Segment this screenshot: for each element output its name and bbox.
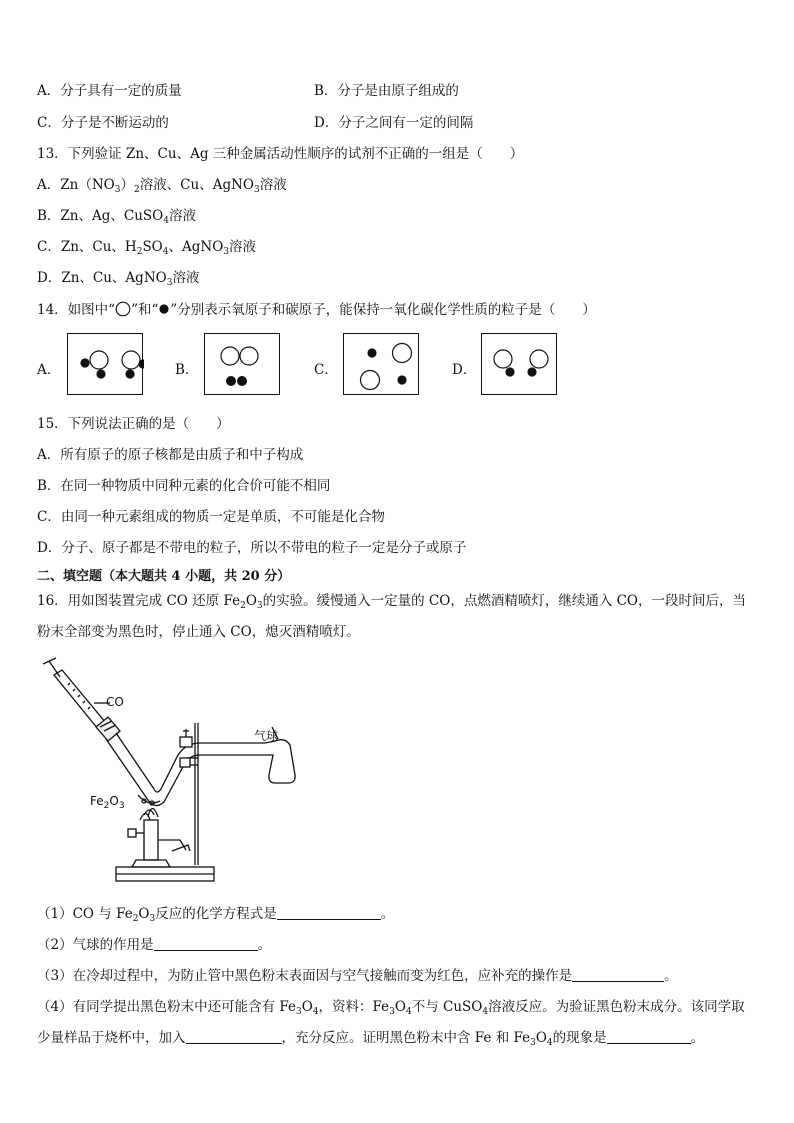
q15-option-a: A．所有原子的原子核都是由质子和中子构成 xyxy=(37,447,304,463)
section-heading: 二、填空题（本大题共 4 小题，共 20 分） xyxy=(37,569,291,584)
carbon-atom-icon xyxy=(505,367,514,376)
carbon-atom-icon xyxy=(226,376,236,386)
q12-option-b: B．分子是由原子组成的 xyxy=(314,83,459,99)
fe2o3-label: $Fe_2O_3$ xyxy=(90,794,125,811)
q16-stem-line2: 粉末全部变为黑色时，停止通入 CO，熄灭酒精喷灯。 xyxy=(37,624,360,640)
q14-option-a-diagram xyxy=(67,333,143,395)
q14-label-a: A． xyxy=(37,362,61,378)
answer-blank-1[interactable] xyxy=(277,905,381,920)
carbon-atom-icon xyxy=(527,367,536,376)
oxygen-atom-icon xyxy=(221,347,239,365)
q14-option-c-diagram xyxy=(343,333,419,395)
q14-option-d-diagram xyxy=(481,333,557,395)
q12-option-a: A．分子具有一定的质量 xyxy=(37,83,182,99)
q14-stem: 14．如图中“ ”和“ ”分别表示氧原子和碳原子，能保持一氧化碳化学性质的粒子是（ ） xyxy=(37,302,596,318)
carbon-atom-icon xyxy=(96,369,105,378)
q16-part4-line2: 少量样品于烧杯中，加入 ，充分反应。证明黑色粉末中含 Fe 和 $Fe_3O_4$的现象是 。 xyxy=(37,1030,705,1048)
oxygen-atom-icon xyxy=(115,301,131,317)
q14-label-c: C． xyxy=(314,362,338,378)
q12-option-d: D．分子之间有一定的间隔 xyxy=(314,115,474,131)
oxygen-atom-icon xyxy=(122,351,140,369)
carbon-atom-icon xyxy=(237,376,247,386)
oxygen-atom-icon xyxy=(393,344,412,363)
q16-part1: （1）CO 与 $Fe_2O_3$反应的化学方程式是 。 xyxy=(37,906,395,924)
co-label: CO xyxy=(106,695,124,709)
oxygen-atom-icon xyxy=(90,351,108,369)
q13-option-a: A．$Zn(NO_3)_2$溶液、Cu、AgNO$_3$溶液 xyxy=(37,177,287,195)
q12-option-c: C．分子是不断运动的 xyxy=(37,115,169,131)
q16-stem-line1: 16．用如图装置完成 CO 还原 $Fe_2O_3$的实验。缓慢通入一定量的 CO，点燃酒精喷灯，继续通入 CO，一段时间后，当 xyxy=(37,593,747,611)
oxygen-atom-icon xyxy=(530,350,548,368)
carbon-atom-icon xyxy=(367,348,376,357)
q13-stem: 13．下列验证 Zn、Cu、Ag 三种金属活动性顺序的试剂不正确的一组是（ ） xyxy=(37,146,524,162)
q15-option-c: C．由同一种元素组成的物质一定是单质，不可能是化合物 xyxy=(37,509,385,525)
q13-option-d: D．Zn、Cu、AgNO$_3$溶液 xyxy=(37,270,200,288)
balloon-label: 气球 xyxy=(254,729,279,743)
carbon-atom-icon xyxy=(397,375,406,384)
q13-option-c: C．Zn、Cu、$H_2SO_4$、AgNO$_3$溶液 xyxy=(37,239,257,257)
oxygen-atom-icon xyxy=(240,347,258,365)
answer-blank-3[interactable] xyxy=(572,967,664,982)
q16-part2: （2）气球的作用是 。 xyxy=(37,937,272,953)
q14-label-b: B． xyxy=(175,362,199,378)
q15-option-d: D．分子、原子都是不带电的粒子，所以不带电的粒子一定是分子或原子 xyxy=(37,540,467,556)
oxygen-atom-icon xyxy=(494,350,512,368)
carbon-atom-icon xyxy=(80,358,89,367)
q13-option-b: B．Zn、Ag、CuSO$_4$溶液 xyxy=(37,208,196,226)
q15-stem: 15．下列说法正确的是（ ） xyxy=(37,416,230,432)
carbon-atom-icon xyxy=(125,369,134,378)
oxygen-atom-icon xyxy=(361,371,380,390)
q14-option-b-diagram xyxy=(204,333,280,395)
answer-blank-4b[interactable] xyxy=(607,1029,691,1044)
q16-part4-line1: （4）有同学提出黑色粉末中还可能含有 $Fe_3O_4$，资料：$Fe_3O_4$不与 CuSO$_4$溶液反应。为验证黑色粉末成分。该同学取 xyxy=(37,999,745,1017)
q16-part3: （3）在冷却过程中，为防止管中黑色粉末表面因与空气接触而变为红色，应补充的操作是 。 xyxy=(37,968,678,984)
carbon-atom-icon xyxy=(158,301,170,317)
answer-blank-2[interactable] xyxy=(154,936,258,951)
q14-label-d: D． xyxy=(452,362,477,378)
apparatus-drawing xyxy=(40,655,360,890)
q15-option-b: B．在同一种物质中同种元素的化合价可能不相同 xyxy=(37,478,331,494)
answer-blank-4a[interactable] xyxy=(186,1029,282,1044)
co-reduction-apparatus-figure xyxy=(40,655,360,894)
